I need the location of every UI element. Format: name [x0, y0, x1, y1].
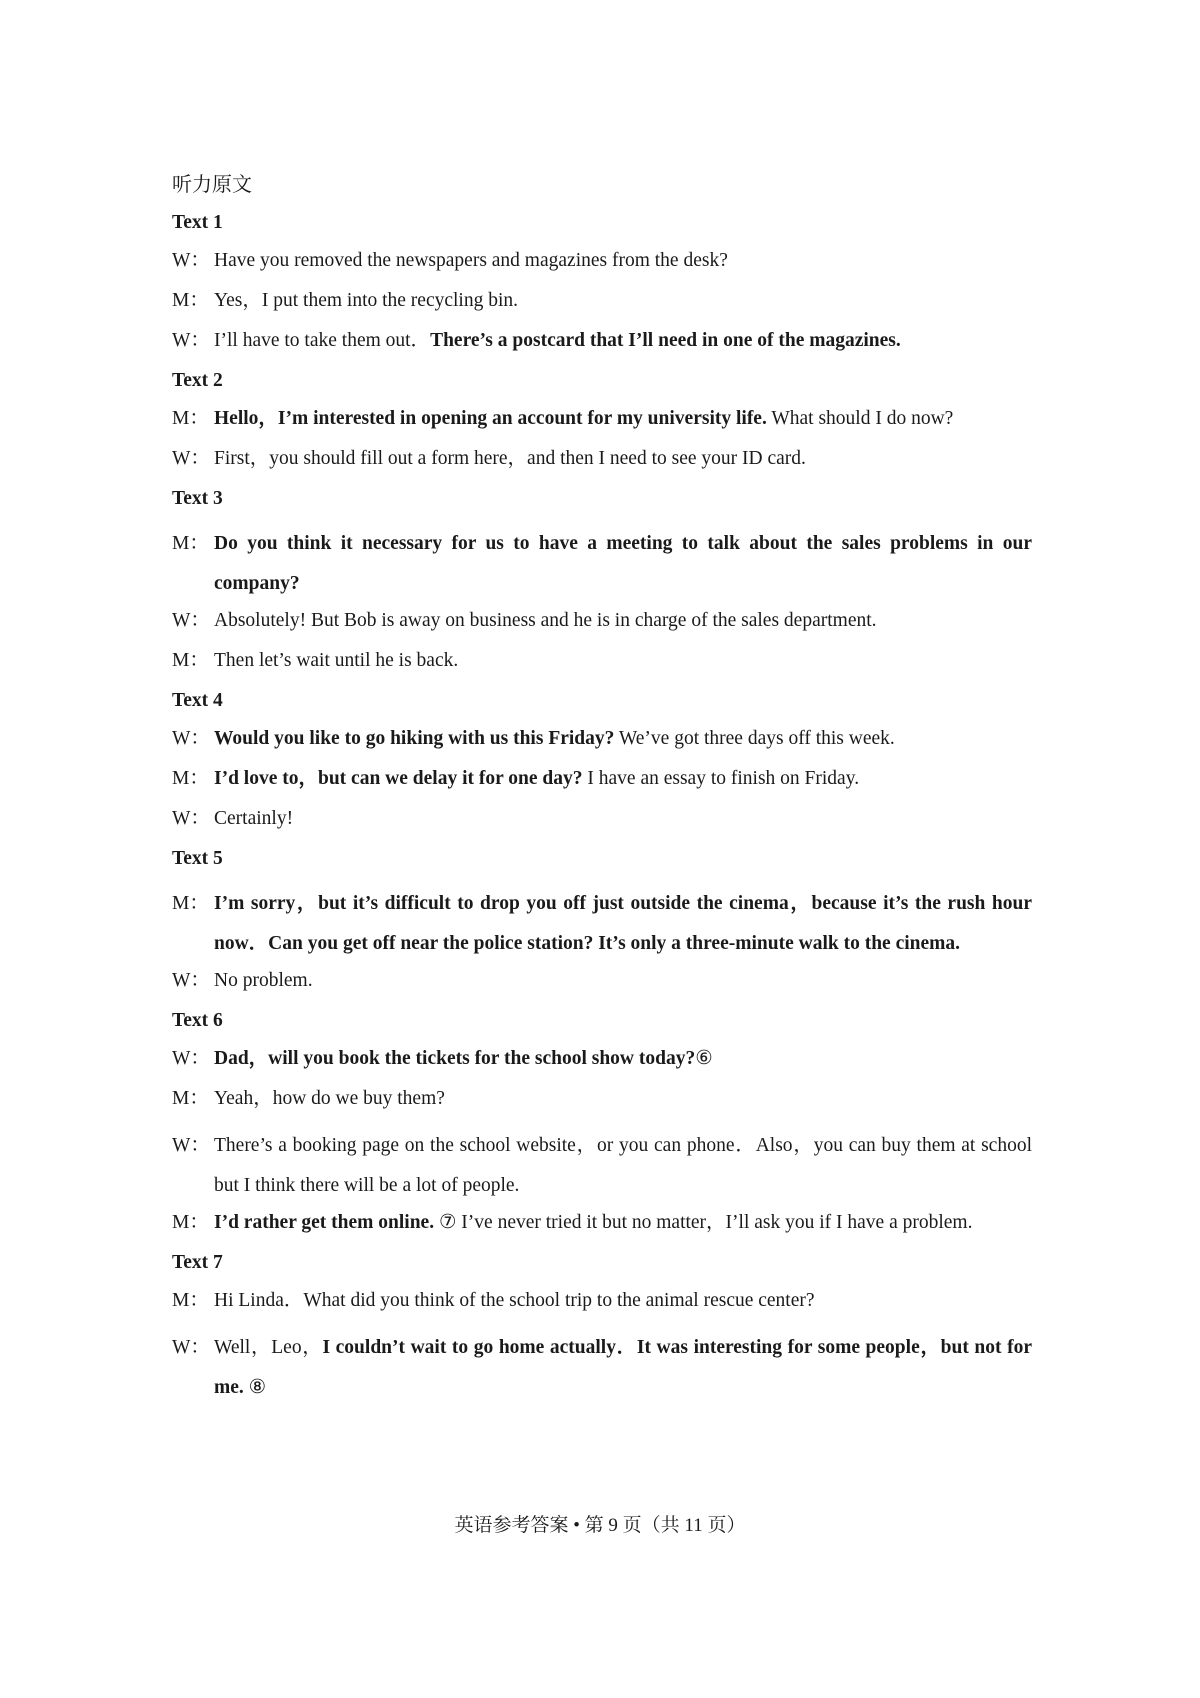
dialogue-line	[172, 446, 1032, 472]
plain-text: ⑧	[243, 1377, 267, 1398]
transcript-content	[172, 172, 1032, 1412]
dialogue-line	[172, 248, 1032, 274]
plain-text: Certainly!	[214, 808, 294, 829]
plain-text: Yeah，how do we buy them?	[214, 1088, 445, 1109]
plain-text: ⑦ I’ve never tried it but no matter，I’ll ask you if I have a problem.	[434, 1212, 973, 1233]
dialogue-line	[172, 1126, 1032, 1206]
bold-text: I couldn’t wait to go home actually．It was interesting for some people，but not for me.	[214, 1337, 1032, 1398]
plain-text: I’ll have to take them out．	[214, 330, 431, 351]
speaker-label: M：	[172, 893, 209, 914]
bold-text: I’d love to，but can we delay it for one day?	[214, 768, 583, 789]
plain-text: There’s a booking page on the school website，or you can phone．Also，you can buy them at school but I think there will be a lot of people.	[214, 1135, 1032, 1196]
speaker-label: W：	[172, 1337, 210, 1358]
dialogue-line	[172, 1210, 1032, 1236]
plain-text: Well，Leo，	[214, 1337, 323, 1358]
dialogue-line	[172, 1086, 1032, 1112]
page-footer: 英语参考答案 • 第 9 页（共 11 页）	[454, 1515, 746, 1536]
dialogue-line	[172, 806, 1032, 832]
speaker-label: W：	[172, 610, 210, 631]
bold-text: Dad，will you book the tickets for the school show today?	[214, 1048, 696, 1069]
bold-text: Hello，I’m interested in opening an account for my university life.	[214, 408, 767, 429]
dialogue-line	[172, 726, 1032, 752]
speaker-label: M：	[172, 1088, 209, 1109]
speaker-label: M：	[172, 408, 209, 429]
bold-text: I’d rather get them online.	[214, 1212, 435, 1233]
text-label: Text 7	[172, 1252, 223, 1273]
speaker-label: W：	[172, 728, 210, 749]
speaker-label: W：	[172, 970, 210, 991]
plain-text: We’ve got three days off this week.	[614, 728, 895, 749]
text-label: Text 1	[172, 212, 223, 233]
plain-text: I have an essay to finish on Friday.	[582, 768, 860, 789]
dialogue-line	[172, 766, 1032, 792]
speaker-label: M：	[172, 1290, 209, 1311]
dialogue-line	[172, 1288, 1032, 1314]
dialogue-line	[172, 328, 1032, 354]
bold-text: I’m sorry，but it’s difficult to drop you off just outside the cinema，because it’s the rush hour now．Can you get off near the police station? It’s only a three-minute walk to the cinema.	[214, 893, 1032, 954]
speaker-label: W：	[172, 250, 210, 271]
plain-text: Hi Linda．What did you think of the school trip to the animal rescue center?	[214, 1290, 815, 1311]
plain-text: Then let’s wait until he is back.	[214, 650, 459, 671]
dialogue-line	[172, 1328, 1032, 1408]
dialogue-line	[172, 968, 1032, 994]
speaker-label: M：	[172, 533, 209, 554]
speaker-label: W：	[172, 330, 210, 351]
dialogue-line	[172, 648, 1032, 674]
speaker-label: M：	[172, 768, 209, 789]
section-heading: 听力原文	[172, 174, 252, 196]
text-label: Text 6	[172, 1010, 223, 1031]
plain-text: Have you removed the newspapers and magazines from the desk?	[214, 250, 728, 271]
text-list	[172, 210, 1032, 1408]
text-label: Text 2	[172, 370, 223, 391]
dialogue-line	[172, 406, 1032, 432]
speaker-label: M：	[172, 1212, 209, 1233]
plain-text: First，you should fill out a form here，and then I need to see your ID card.	[214, 448, 806, 469]
text-label: Text 5	[172, 848, 223, 869]
plain-text: Yes，I put them into the recycling bin.	[214, 290, 519, 311]
dialogue-line	[172, 524, 1032, 604]
plain-text: ⑥	[695, 1048, 713, 1069]
speaker-label: M：	[172, 290, 209, 311]
bold-text: There’s a postcard that I’ll need in one of the magazines.	[430, 330, 901, 351]
plain-text: What should I do now?	[766, 408, 954, 429]
bold-text: Do you think it necessary for us to have a meeting to talk about the sales problems in our company?	[214, 533, 1032, 594]
plain-text: Absolutely! But Bob is away on business and he is in charge of the sales department.	[214, 610, 877, 631]
dialogue-line	[172, 608, 1032, 634]
speaker-label: M：	[172, 650, 209, 671]
speaker-label: W：	[172, 1135, 210, 1156]
text-label: Text 4	[172, 690, 223, 711]
plain-text: No problem.	[214, 970, 313, 991]
dialogue-line	[172, 884, 1032, 964]
bold-text: Would you like to go hiking with us this Friday?	[214, 728, 615, 749]
text-label: Text 3	[172, 488, 223, 509]
speaker-label: W：	[172, 1048, 210, 1069]
speaker-label: W：	[172, 448, 210, 469]
dialogue-line	[172, 1046, 1032, 1072]
speaker-label: W：	[172, 808, 210, 829]
dialogue-line	[172, 288, 1032, 314]
